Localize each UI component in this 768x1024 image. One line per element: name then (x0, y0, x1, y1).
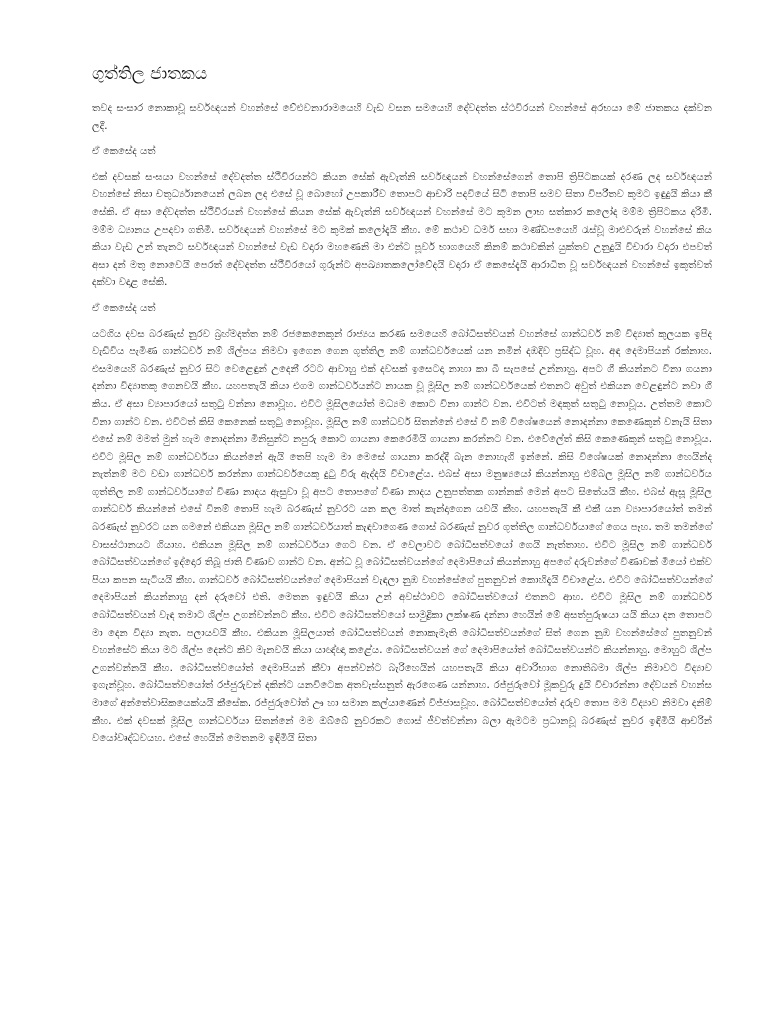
paragraph-first: එක් දවසක් සංඝයා වහන්සේ දේවදත්ත ස්ථීවිරයන්ට කියන සේක් ඇවැත්නි සර්වඥයන් වහන්සේගෙන් තොපි ත්‍රිපිටකයක් දරණ ලද සර්වඥයන් වහන්සේ නිසා චතුර්ධ්‍යානයෙන් ලබන ලද එසේ වූ බොහෝ උපකාරීව තොපට ආචාරි පදවියේ සිටි තොපි සමව සිතා විපරීතව කුමට ඉඳුදුයි කියා කී සේකි. ඒ අසා දේවදත්ත ස්ථීවිරයන් වහන්සේ කියන සේක් ඇවැත්නි සර්වඥයන් වහන්සේ මට කුමන ලාභ සත්කාර කලෝද මම්ම ත්‍රිපිටකය දරිමී. මම්ම ධ්‍යානය උපදවා ගතිමී. සර්වඥයන් වහන්සේ මට කුමක් කලෝදැයි කීහ. මේ කථාව ධර්ම සභා මණ්ඩපයෙහි රැස්වූ මාළුවරුන් වහන්සේ කිය කියා වැඩ උන් තැනට සර්වඥයන් වහන්සේ වැඩ වදාරා මහණෙනි මා එන්ට පූර්ව භාගයෙහි කිනම් කථාවකින් යුක්තව උනුදුයි විචාරා වදාරා එපවත් අසා දන් මතු නොවෙයි පෙරත් දේවදත්ත ස්ථීවිරයෝ ගුරුන්ට අපඛ්‍යාතකලෝවේදයි වදාරා ඒ කෙසේදැයි ආරාධිත වූ සර්වඥයන් වහන්සේ ඉකුත්වත් දක්වා වදාළ සේකි. (92, 171, 712, 289)
subheading-first: ඒ කෙසේද යත් (92, 146, 156, 158)
intro-paragraph: තවද සංසාර නොකාවූ සර්වඥයන් වහන්සේ වේළුවනාරාමයෙහි වැඩ වසන සමයෙහි දේවදත්ත ස්ථවිරයන් වහන්සේ අරභයා මේ ජාතකය දක්වන ලදී. (92, 103, 712, 132)
document-title: ගුත්තිල ජාතකය (92, 64, 208, 84)
subheading-second: ඒ කෙසේද යත් (92, 302, 156, 314)
paragraph-second: යටගිය දවස බරණැස් නුරව බ්‍රහ්මදත්ත නම් රජකෙනෙකුන් රාජ්‍යය කරණ සමයෙහි බෝධිසත්වයන් වහන්සේ ගාන්ධර්ව නම් විද්‍යාත් කුලයක ඉපිද වැඩිවිය පැමිණ ගාන්ධර්ව නම් ශිල්පය නිමවා ඉගෙන ගෙන ගුත්තිල නම් ගාන්ධර්වයෙක් යන නමින් දඹදිව ප්‍රසිද්ධ වූහ. අඳ දෙමාපියන් රක්නාහ. එසමයෙහි බරණැස් නුවර සිට වෙළෙඳුන් උදෙනී රටට ආවාහු එක් දවසක් ඉසෙටදා නාහා කා බී සැපසේ උන්නාහු. අපට ගී කියන්නට විනා ගයනා දන්නා විද්‍යාතකු ගෙනවයි කීහ. යහපතැයි කියා එගම ගාන්ධර්වයන්ට නායක වූ මූසිල නම් ගාන්ධර්වයෙක් එතනට අවුත් එකියන වෙළඳුන්ට නවා ගී කිය. ඒ අසා ව්‍යාපාරයෝ සතුටු වන්නා නොවූහ. එවිට මූසිලයෝත් මධ්‍යම කොට විනා ගාන්ට වන. එවිටත් මඳකුත් සතුටු නොවූය. උත්තම කොට විනා ගාන්ට වන. එවිටත් කිසි කෙනෙක් සතුටු නොවූහ. මූසිල නම් ගාන්ධර්ව සිතන්නේ එසේ වී නම් විශේෂයෙන් නොදන්නා කෙණෙකුන් වනැයි සිතා එසේ නම් මමත් මුන් හැම නොදන්නා මිනිසුන්ට නපුරු කොට ගායනා කෙරෙමියි ගායනා කරන්නට වන. එවේලේත් කිසි කෙණෙකුන් සතුටු නොවූය. එවිට මූසිල නම් ගාන්ධර්වයා කියන්නේ ඇයි තෙපි හැම මා මෙසේ ගායනා කරද්දී බැන නොහැගි ඉන්නේ. කිසි විශේෂයක් නොදන්නා හෙයින්ද නැත්නම් මට වඩා ගාන්ධර්ව කරන්නා ගාන්ධර්වයෙකු දුටු විරු ඇද්දයි විචාළේය. එබස් අසා මනුෂ්‍යයෝ කියන්නාහු එම්බල මූසිල නම් ගාන්ධර්වය ගුත්තිල නම් ගාන්ධර්වයාගේ විණා නාදය ඇසුවා වූ අපට තොපගේ විණා නාදය උනුපත්තක ගාන්නක් මෙන් අපට සිතේයයි කීහ. එබස් ඇසූ මූසිල ගාන්ධර්ව කියන්නේ එසේ විනම් තොපි හැම බරණැස් නුවරට යන කල මාත් කැන්දාගෙන යවයි කීහ. යහපතැයි කී එකී යන ව්‍යාපාරයෝත් තමන් බරණැස් නුවරට යන ගමනේ එකියන මූසිල නම් ගාන්ධර්වයාත් කැඳවාගෙණ ගොස් බරණැස් නුවර ගුත්තිල ගාන්ධර්වයාගේ ගෙය පෑහ. තම තමන්ගේ වාසස්ථානයට ගියාහ. එකියන මූසිල නම් ගාන්ධර්වයා ගෙට වන. ඒ වෙලාවට බෝධිසත්වයෝ ගෙයි නැත්තාහ. එවිට මූසිල නම් ගාන්ධර්ව බෝධිසත්වයන්ගේ ඉද්දොර තිබූ ජාති විණාව ගාන්ට වන. අන්ධ වූ බෝධිසත්වයන්ගේ දෙමාපියෝ කියන්නාහු අපගේ දරුවන්ගේ විණාවක් මීයෝ එක්ව පියා කපන සැටියයි කීහ. ගාන්ධර්ව බෝධිසත්වයන්ගේ දෙමාපියන් වැඳලා නුඹ වහන්සේගේ පුතනුවන් කොහිදැයි විචාළේය. එවිට බෝධිසත්වයන්ගේ දෙමාපියන් කියන්නාහු දන් දරුවෝ එති. මෙතන ඉඳුවයි කියා උන් අවස්ථාවට බෝධිසත්වයෝ එතනට ආහ. එවිට මූසිල නම් ගාන්ධර්ව බෝධිසත්වයන් වැඳ තමාට ශිල්ප උගන්වන්නට කීහ. එවිට බෝධිසත්වයෝ සාමුද්‍රිකා ලක්ෂණ දන්නා හෙයින් මේ අසත්පුරුෂයා යයි කියා දන තොපට මා දෙන විද්‍යා නැත. පලායවයි කීහ. එකියන මූසිලයාත් බෝධිසත්වයන් නොකැමැති බෝධිසත්වයන්ගේ සිත් ගෙන නුඹ වහන්සේගේ පුතනුවන් වහන්සේට කියා මට ශිල්ප දෙන්ට කිව මැනවයි කියා යාඥ්ඥා කළේය. බෝධිසත්වයන් ගේ දෙමාපියෝත් බෝධිසත්වයන්ට කියන්නාහු. මොහුට ශිල්ප උගන්වන්නයි කීහ. බෝධිසත්වයෝත් දෙමාපියන් කීවා අපන්වන්ට බැරිහෙයින් යහපතැයි කියා අවාරිභාග නොතිබමා ශිල්ප නිමාවට විද්‍යාව ඉගැන්වූහ. බෝධිසත්වයෝත් රජ්ජුරුවන් දකින්ට යනවිටෙක අතවැස්සනුත් ඇරගෙණ යන්නාහ. රජ්ජුරුවෝ මූකවුරු දුයි විචාරන්නා දේවයන් වහන්ස මාගේ අන්තේවාසිකයෙක්යයි කීසේක. රජ්ජුරුවෝත් ඌ හා සමාන කල්යාණෙන් විජ්ජාසවූහ. බෝධිසත්වයෝත් දරුව තොප මම විද්‍යාව නිමවා දනිම් කීහ. එක් දවසක් මූසිල ගාන්ධර්වයා සිතන්නේ මම ඔබ්බේ නුවරකට ගොස් ජීවත්වන්නා බලා ඇමටම ප්‍රධානවූ බරණැස් නුවර ඉඳිමියි ආචරින් වයෝවෘද්ධවයහ. එසේ හෙයින් මෙතනම ඉඳිමියි සිතා (92, 328, 712, 745)
